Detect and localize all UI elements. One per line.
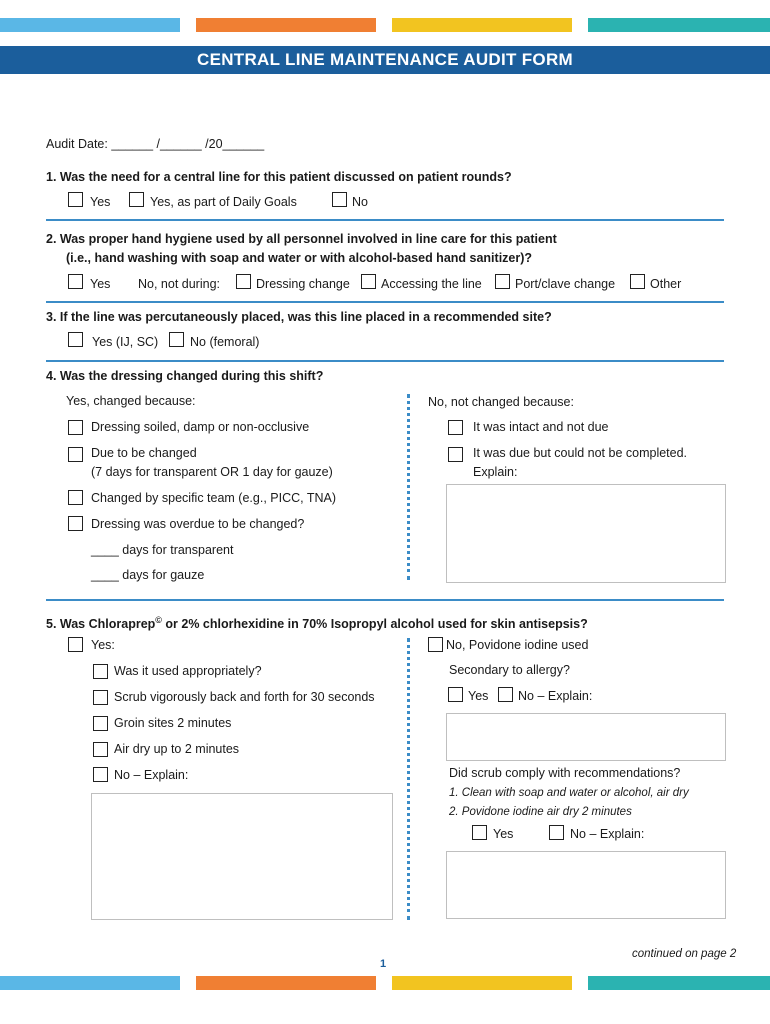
q4-intact-checkbox[interactable] xyxy=(448,420,463,435)
q5-povidone-label: No, Povidone iodine used xyxy=(446,638,589,652)
q5-scrub-checkbox[interactable] xyxy=(93,690,108,705)
q2-other-label: Other xyxy=(650,277,682,291)
q3-no-label: No (femoral) xyxy=(190,335,260,349)
q4-team-checkbox[interactable] xyxy=(68,490,83,505)
q1-no-label: No xyxy=(352,195,368,209)
q4-days-transparent: ____ days for transparent xyxy=(91,543,234,557)
q5-appropriately-label: Was it used appropriately? xyxy=(114,664,262,678)
q2-dressing-checkbox[interactable] xyxy=(236,274,251,289)
q2-question-line1: 2. Was proper hand hygiene used by all personnel involved in line care for this patient xyxy=(46,232,557,246)
q5-secondary-yes-label: Yes xyxy=(468,689,489,703)
q2-port-label: Port/clave change xyxy=(515,277,616,291)
q4-due-checkbox[interactable] xyxy=(68,447,83,462)
q5-question-part-b: or 2% chlorhexidine in 70% Isopropyl alcohol used for skin antisepsis? xyxy=(161,617,588,632)
bottom-stripe-orange xyxy=(196,976,376,990)
q2-dressing-label: Dressing change xyxy=(256,277,350,291)
bottom-stripe-teal xyxy=(588,976,770,990)
top-stripe-orange xyxy=(196,18,376,32)
q2-yes-checkbox[interactable] xyxy=(68,274,83,289)
q2-accessing-checkbox[interactable] xyxy=(361,274,376,289)
q5-no-explain-checkbox[interactable] xyxy=(93,767,108,782)
q5-yes-checkbox[interactable] xyxy=(68,637,83,652)
q4-overdue-checkbox[interactable] xyxy=(68,516,83,531)
q4-could-not-label-2: Explain: xyxy=(473,465,518,479)
q5-rec-yes-checkbox[interactable] xyxy=(472,825,487,840)
continued-note: continued on page 2 xyxy=(632,948,737,960)
q5-scrub-label: Scrub vigorously back and forth for 30 seconds xyxy=(114,690,375,704)
q2-question-line2: (i.e., hand washing with soap and water or with alcohol-based hand sanitizer)? xyxy=(66,251,533,265)
divider-2 xyxy=(46,301,724,303)
q5-did-scrub-label: Did scrub comply with recommendations? xyxy=(449,766,681,780)
divider-1 xyxy=(46,219,724,221)
audit-date: Audit Date: ______ /______ /20______ xyxy=(46,137,265,151)
q4-could-not-checkbox[interactable] xyxy=(448,447,463,462)
q5-rec-1: 1. Clean with soap and water or alcohol, air dry xyxy=(449,787,689,799)
q2-yes-label: Yes xyxy=(90,277,111,291)
q4-no-header: No, not changed because: xyxy=(428,395,574,409)
q5-secondary-label: Secondary to allergy? xyxy=(449,663,570,677)
top-stripe-yellow xyxy=(392,18,572,32)
q4-days-gauze: ____ days for gauze xyxy=(91,568,205,582)
q5-groin-label: Groin sites 2 minutes xyxy=(114,716,232,730)
q5-left-explain-box[interactable] xyxy=(91,793,393,920)
q5-secondary-explain-box[interactable] xyxy=(446,713,726,761)
form-title: CENTRAL LINE MAINTENANCE AUDIT FORM xyxy=(197,50,573,69)
q5-secondary-yes-checkbox[interactable] xyxy=(448,687,463,702)
q5-rec-yes-label: Yes xyxy=(493,827,514,841)
q5-rec-no-label: No – Explain: xyxy=(570,827,645,841)
q5-column-divider xyxy=(407,638,410,920)
q5-copyright-symbol: © xyxy=(155,615,162,625)
q4-column-divider xyxy=(407,394,410,580)
q5-no-explain-label: No – Explain: xyxy=(114,768,189,782)
q1-yes-label: Yes xyxy=(90,195,111,209)
q1-daily-goals-label: Yes, as part of Daily Goals xyxy=(150,195,297,209)
q4-intact-label: It was intact and not due xyxy=(473,420,609,434)
top-stripe-teal xyxy=(588,18,770,32)
q1-no-checkbox[interactable] xyxy=(332,192,347,207)
q4-yes-header: Yes, changed because: xyxy=(66,394,196,408)
q4-due-label-1: Due to be changed xyxy=(91,446,197,460)
q4-overdue-label: Dressing was overdue to be changed? xyxy=(91,517,305,531)
q4-soiled-label: Dressing soiled, damp or non-occlusive xyxy=(91,420,310,434)
divider-3 xyxy=(46,360,724,362)
q5-secondary-no-label: No – Explain: xyxy=(518,689,593,703)
q4-could-not-label-1: It was due but could not be completed. xyxy=(473,446,688,460)
q4-team-label: Changed by specific team (e.g., PICC, TNA) xyxy=(91,491,337,505)
bottom-stripe-light-blue xyxy=(0,976,180,990)
q4-soiled-checkbox[interactable] xyxy=(68,420,83,435)
q2-other-checkbox[interactable] xyxy=(630,274,645,289)
q3-yes-label: Yes (IJ, SC) xyxy=(92,335,159,349)
q5-groin-checkbox[interactable] xyxy=(93,716,108,731)
bottom-stripe-yellow xyxy=(392,976,572,990)
q5-rec-2: 2. Povidone iodine air dry 2 minutes xyxy=(449,806,632,818)
q3-yes-checkbox[interactable] xyxy=(68,332,83,347)
q5-question-part-a: 5. Was Chloraprep xyxy=(46,617,156,632)
q5-secondary-no-checkbox[interactable] xyxy=(498,687,513,702)
q4-due-label-2: (7 days for transparent OR 1 day for gauze) xyxy=(91,465,333,479)
q5-povidone-checkbox[interactable] xyxy=(428,637,443,652)
q5-question xyxy=(46,613,588,632)
q3-question: 3. If the line was percutaneously placed, was this line placed in a recommended site? xyxy=(46,310,552,324)
q5-air-dry-checkbox[interactable] xyxy=(93,742,108,757)
page-number: 1 xyxy=(380,958,387,970)
q5-yes-label: Yes: xyxy=(91,638,115,652)
q4-question: 4. Was the dressing changed during this shift? xyxy=(46,369,324,383)
q5-rec-explain-box[interactable] xyxy=(446,851,726,919)
q2-accessing-label: Accessing the line xyxy=(381,277,482,291)
q1-question: 1. Was the need for a central line for this patient discussed on patient rounds? xyxy=(46,170,512,184)
divider-4 xyxy=(46,599,724,601)
q5-rec-no-checkbox[interactable] xyxy=(549,825,564,840)
q4-explain-box[interactable] xyxy=(446,484,726,583)
q1-yes-checkbox[interactable] xyxy=(68,192,83,207)
top-stripe-light-blue xyxy=(0,18,180,32)
q5-air-dry-label: Air dry up to 2 minutes xyxy=(114,742,240,756)
q1-daily-goals-checkbox[interactable] xyxy=(129,192,144,207)
q3-no-checkbox[interactable] xyxy=(169,332,184,347)
q2-port-checkbox[interactable] xyxy=(495,274,510,289)
q2-no-during-label: No, not during: xyxy=(138,277,220,291)
q5-appropriately-checkbox[interactable] xyxy=(93,664,108,679)
